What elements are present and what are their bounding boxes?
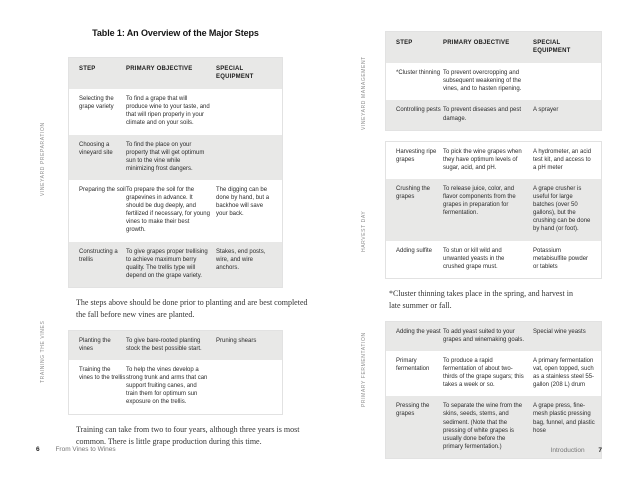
right-page-footer [551, 447, 602, 454]
left-page-content [68, 28, 308, 457]
note-cluster-thinning: *Cluster thinning takes place in the spring, and harvest in late summer or fall. [389, 288, 573, 310]
cell-objective: To separate the wine from the skins, seeds, stems, and sediment. (Note that the pressing of white grapes is usually done before the primary fermentation.) [443, 403, 523, 450]
table-row [386, 179, 601, 241]
cell-objective: To produce a rapid fermentation of about two-thirds of the grape sugars; this takes a week or so. [443, 357, 524, 389]
cell-equipment [216, 366, 282, 406]
cell-objective: To add yeast suited to your grapes and winemaking goals. [443, 328, 525, 343]
cell-objective: To release juice, color, and flavor components from the grapes in preparation for fermentation. [443, 185, 516, 217]
cell-step: Training the vines to the trellis [79, 367, 126, 382]
cell-step: Selecting the grape variety [79, 96, 114, 111]
column-header: STEP [396, 40, 413, 46]
section-label-vineyard-management: VINEYARD MANAGEMENT [361, 56, 367, 130]
cell-objective: To give grapes proper trellising to achieve maximum berry quality. The trellis type will depend on the grape variety. [126, 248, 208, 279]
cell-equipment [216, 95, 282, 127]
cell-equipment: Pruning shears [216, 337, 257, 344]
table-row [386, 100, 601, 129]
note-training-duration: Training can take from two to four years, although three years is most common. There is little grape production during this time. [76, 424, 300, 446]
table-row [69, 360, 282, 413]
table-row [69, 180, 282, 242]
cell-equipment: Stakes, end posts, wire, and wire anchors. [216, 248, 266, 271]
table-row [69, 242, 282, 287]
cell-equipment [216, 141, 282, 173]
cell-step: Adding the yeast [396, 328, 441, 335]
column-header: SPECIAL EQUIPMENT [533, 40, 571, 55]
cell-objective: To give bare-rooted planting stock the best possible start. [126, 337, 202, 352]
cell-step: Controlling pests [396, 107, 441, 114]
cell-objective: To pick the wine grapes when they have optimum levels of sugar, acid, and pH. [443, 148, 522, 171]
cell-step: Preparing the soil [79, 186, 126, 193]
cell-equipment: The digging can be done by hand, but a backhoe will save your back. [216, 186, 270, 218]
cell-equipment: A grape crusher is useful for large batches (over 50 gallons), but the crushing can be done by hand (or foot). [533, 185, 591, 233]
table-harvest-day [385, 141, 602, 279]
right-page-content [385, 31, 602, 459]
cell-step: Adding sulfite [396, 247, 433, 254]
table-vineyard-preparation [68, 57, 283, 288]
cell-equipment [533, 69, 601, 93]
chapter-name: Introduction [550, 447, 585, 454]
column-header: PRIMARY OBJECTIVE [126, 66, 193, 72]
cell-step: Planting the vines [79, 337, 111, 352]
section-label-primary-fermentation: PRIMARY FERMENTATION [361, 332, 367, 408]
table-row [69, 331, 282, 360]
table-row [69, 135, 282, 180]
table-row [386, 63, 601, 100]
cell-step: Crushing the grapes [396, 185, 431, 201]
cell-objective: To stun or kill wild and unwanted yeasts in the crushed grape must. [443, 247, 505, 270]
table-row [386, 322, 601, 351]
cell-step: Constructing a trellis [79, 248, 118, 263]
cell-objective: To prevent overcropping and subsequent weakening of the vines, and to hasten ripening. [443, 70, 522, 93]
section-label-training-the-vines: TRAINING THE VINES [40, 320, 46, 384]
cell-objective: To find a grape that will produce wine to your taste, and that will ripen properly in your climate and on your soils. [126, 96, 210, 127]
cell-objective: To prevent diseases and pest damage. [443, 107, 522, 122]
column-header: STEP [79, 66, 96, 72]
cell-step: *Cluster thinning [396, 70, 441, 77]
cell-equipment: A grape press, fine-mesh plastic pressing bag, funnel, and plastic hose [533, 403, 595, 434]
cell-step: Choosing a vineyard site [79, 141, 113, 156]
cell-objective: To find the place on your property that will get optimum sun to the vine while minimizing frost dangers. [126, 141, 205, 172]
cell-objective: To help the vines develop a strong trunk and arms that can support fruiting canes, and train them for optimum sun exposure on the trellis. [126, 367, 208, 406]
table-row [386, 142, 601, 179]
cell-step: Primary fermentation [396, 357, 430, 373]
table-header-row [386, 32, 601, 63]
cell-step: Harvesting ripe grapes [396, 148, 437, 163]
note-prior-to-planting: The steps above should be done prior to planting and are best completed the fall before new vines are planted. [76, 297, 308, 319]
table-title: Table 1: An Overview of the Major Steps [92, 28, 259, 38]
section-label-vineyard-preparation: VINEYARD PREPARATION [40, 122, 46, 197]
table-primary-fermentation [385, 321, 602, 459]
left-page-footer [36, 446, 116, 453]
cell-equipment: A primary fermentation vat, open topped, such as a stainless steel 55-gallon (208 L) drum [533, 357, 595, 389]
table-header-row [69, 58, 282, 89]
cell-equipment: Potassium metabisulfite powder or tablets [533, 247, 589, 270]
page-number-left: 6 [36, 446, 40, 453]
cell-equipment: A hydrometer, an acid test kit, and access to a pH meter [533, 148, 592, 171]
table-vineyard-management [385, 31, 602, 131]
cell-equipment: Special wine yeasts [533, 328, 586, 335]
page-number-right: 7 [598, 447, 602, 454]
table-row [386, 241, 601, 278]
section-label-harvest-day: HARVEST DAY [361, 210, 367, 252]
column-header: PRIMARY OBJECTIVE [443, 40, 510, 46]
cell-equipment: A sprayer [533, 107, 559, 114]
table-row [69, 89, 282, 134]
table-row [386, 351, 601, 396]
table-training-the-vines [68, 330, 283, 415]
cell-objective: To prepare the soil for the grapevines in advance. It should be dug deeply, and fertilized if necessary, for young vines to make their best growth. [126, 186, 210, 234]
book-title: From Vines to Wines [55, 446, 116, 453]
cell-step: Pressing the grapes [396, 403, 430, 418]
column-header: SPECIAL EQUIPMENT [216, 66, 254, 81]
